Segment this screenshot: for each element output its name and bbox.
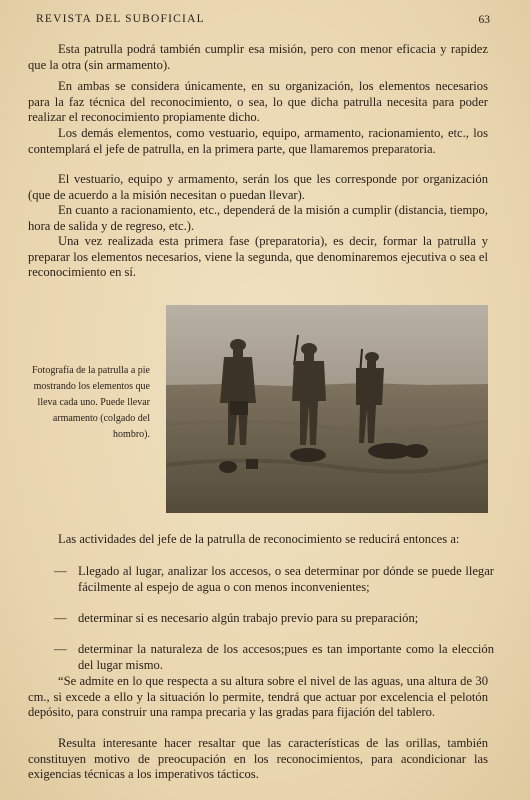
dash-marker: — xyxy=(54,611,67,625)
paragraph: Esta patrulla podrá también cumplir esa misión, pero con menor eficacia y rapidez que la otra (sin armamento). xyxy=(28,42,488,72)
photo-drawing xyxy=(166,305,488,513)
list-item xyxy=(56,611,494,627)
paragraph: Resulta interesante hacer resaltar que las características de las orillas, también constituyen motivo de preocupación en los reconocimientos, para acondicionar las exigencias técnicas a los imperativos tácticos. xyxy=(28,736,488,782)
list-item-text: determinar la naturaleza de los accesos;pues es tan importante como la elección del lugar mismo. xyxy=(78,642,494,672)
paragraph: “Se admite en lo que respecta a su altura sobre el nivel de las aguas, una altura de 30 cm., si excede a ello y la situación lo permite, tendrá que actuar por excelencia el pelotón depósito, para construir una rampa precaria y las gradas para fijación del tablero. xyxy=(28,674,488,720)
list-item-text: Llegado al lugar, analizar los accesos, o sea determinar por dónde se puede llegar fácilmente al espejo de agua o con menos inconvenientes; xyxy=(78,564,494,594)
list-intro: Las actividades del jefe de la patrulla de reconocimiento se reducirá entonces a: xyxy=(58,532,460,546)
page-number: 63 xyxy=(478,14,490,26)
paragraph: Una vez realizada esta primera fase (preparatoria), es decir, formar la patrulla y preparar los elementos necesarios, viene la segunda, que denominaremos ejecutiva o sea el reconocimiento en sí. xyxy=(28,234,488,280)
list-item-text: determinar si es necesario algún trabajo previo para su preparación; xyxy=(78,611,419,625)
list-item xyxy=(56,642,494,673)
running-title: REVISTA DEL SUBOFICIAL xyxy=(36,13,205,25)
patrol-photograph xyxy=(166,305,488,513)
paragraph: Los demás elementos, como vestuario, equipo, armamento, racionamiento, etc., los contemplará el jefe de patrulla, en la primera parte, que llamaremos preparatoria. xyxy=(28,126,488,156)
paragraph: En ambas se considera únicamente, en su organización, los elementos necesarios para la faz técnica del reconocimiento, o sea, lo que dicha patrulla necesita para poder realizar el reconocimiento propiamente dicho. xyxy=(28,79,488,125)
figure-caption: Fotografía de la patrulla a pie mostrando los elementos que lleva cada uno. Puede llevar armamento (colgado del hombro). xyxy=(31,365,150,440)
list-item xyxy=(56,564,494,595)
dash-marker: — xyxy=(54,564,67,578)
paragraph: El vestuario, equipo y armamento, serán los que les corresponde por organización (que de acuerdo a la misión necesitan o puedan llevar). xyxy=(28,172,488,202)
dash-marker: — xyxy=(54,642,67,656)
paragraph: En cuanto a racionamiento, etc., dependerá de la misión a cumplir (distancia, tiempo, hora de salida y de regreso, etc.). xyxy=(28,203,488,233)
